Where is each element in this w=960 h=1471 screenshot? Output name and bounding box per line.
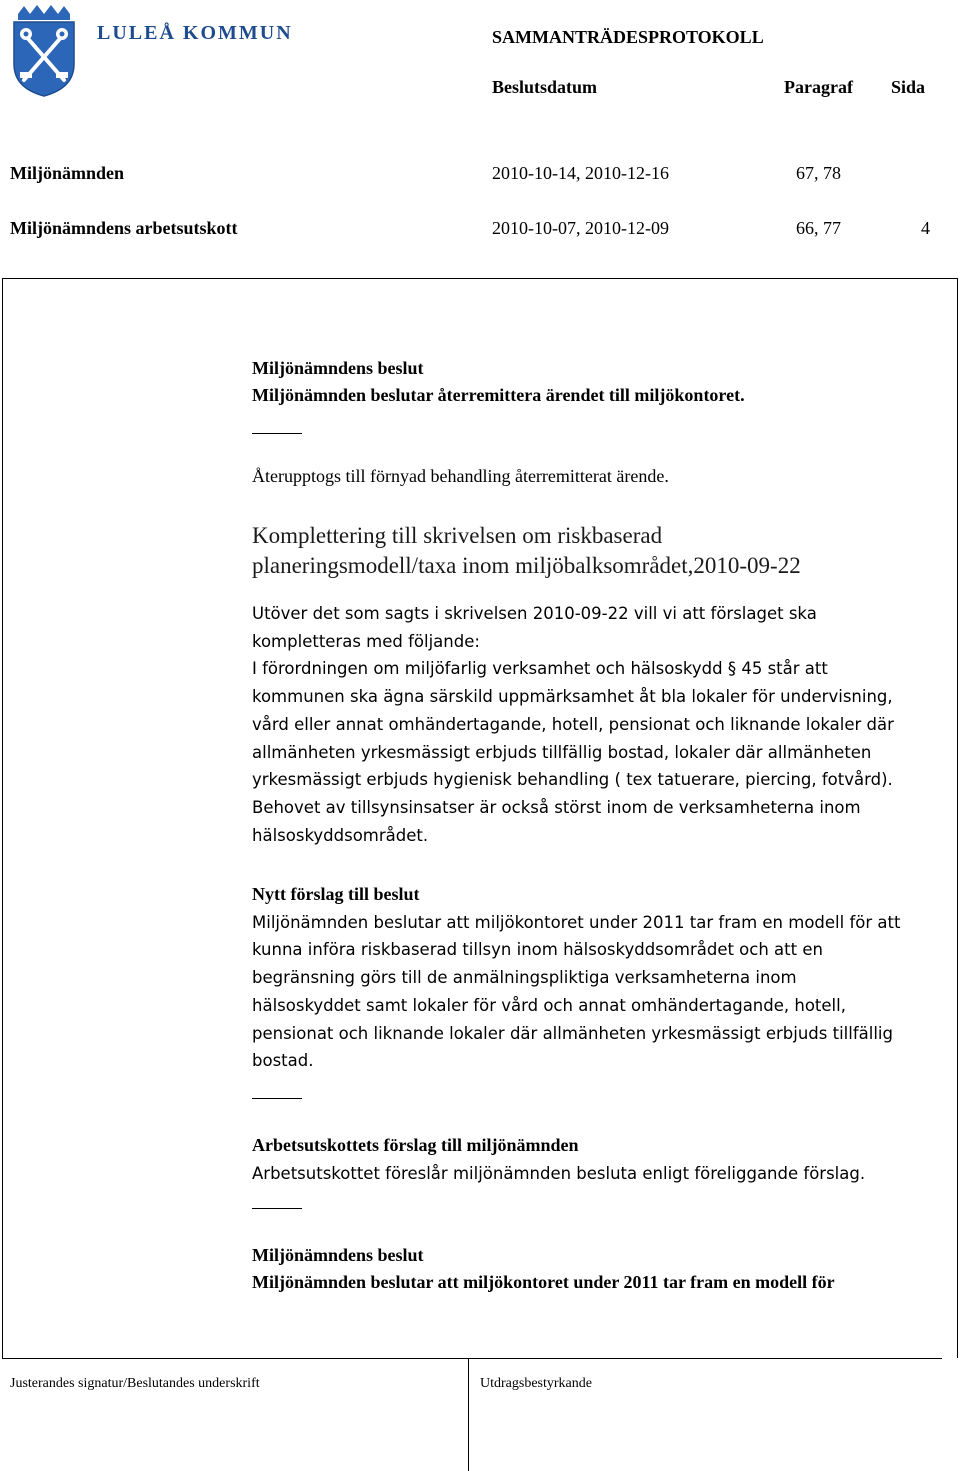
separator-dash [252, 1208, 302, 1209]
column-header-date: Beslutsdatum [492, 77, 598, 97]
frame-bottom-border [2, 1358, 942, 1359]
committee-proposal-block [252, 1132, 957, 1187]
frame-left-border [2, 278, 3, 1358]
org-name: LULEÅ KOMMUN [97, 22, 293, 44]
section-heading: Miljönämndens beslut [252, 358, 424, 378]
decision-block [252, 355, 957, 409]
paragraph-line: Utöver det som sagts i skrivelsen 2010-09-22 vill vi att förslaget ska [252, 604, 817, 623]
document-title [252, 521, 957, 581]
decision-text: Miljönämnden beslutar återremittera ärendet till miljökontoret. [252, 385, 745, 405]
paragraph-line: pensionat och liknande lokaler där allmänheten yrkesmässigt erbjuds tillfällig [252, 1023, 893, 1043]
meta-decision-dates: 2010-10-14, 2010-12-16 [492, 163, 669, 183]
paragraph-line: allmänheten yrkesmässigt erbjuds tillfällig bostad, lokaler där allmänheten [252, 742, 872, 762]
title-line: planeringsmodell/taxa inom miljöbalksområdet,2010-09-22 [252, 553, 801, 578]
paragraph-line: kunna införa riskbaserad tillsyn inom hälsoskyddsområdet och att en [252, 940, 823, 960]
proposal-block [252, 881, 957, 1075]
frame-top-border [2, 278, 958, 279]
paragraph-line: hälsoskyddsområdet. [252, 825, 429, 845]
paragraph-line: bostad. [252, 1051, 314, 1071]
decision-block [252, 1242, 957, 1296]
meta-committee-name: Miljönämndens arbetsutskott [10, 218, 238, 238]
paragraph-line: Arbetsutskottet föreslår miljönämnden besluta enligt föreliggande förslag. [252, 1163, 866, 1183]
paragraph-line: hälsoskyddet samt lokaler för vård och annat omhändertagande, hotell, [252, 995, 846, 1015]
resumed-note: Återupptogs till förnyad behandling återremitterat ärende. [252, 466, 669, 486]
frame-right-border [957, 278, 958, 1358]
page-number: 4 [921, 218, 930, 238]
meta-paragraphs: 66, 77 [796, 218, 841, 238]
paragraph-line: vård eller annat omhändertagande, hotell, pensionat och liknande lokaler där [252, 714, 894, 734]
paragraph-line: begränsning görs till de anmälningspliktiga verksamheterna inom [252, 968, 797, 988]
paragraph-line: I förordningen om miljöfarlig verksamhet och hälsoskydd § 45 står att [252, 659, 828, 679]
title-line: Komplettering till skrivelsen om riskbaserad [252, 523, 663, 548]
meta-committee-name: Miljönämnden [10, 163, 125, 183]
column-header-page: Sida [891, 77, 926, 97]
separator-dash [252, 433, 302, 434]
supplement-paragraph [252, 600, 957, 849]
meta-decision-dates: 2010-10-07, 2010-12-09 [492, 218, 669, 238]
meta-paragraphs: 67, 78 [796, 163, 841, 183]
signature-divider [468, 1358, 469, 1471]
signature-label: Justerandes signatur/Beslutandes underskrift [10, 1376, 260, 1391]
paragraph-line: kommunen ska ägna särskild uppmärksamhet åt bla lokaler för undervisning, [252, 687, 893, 707]
paragraph-line: Miljönämnden beslutar att miljökontoret under 2011 tar fram en modell för att [252, 912, 901, 932]
separator-dash [252, 1098, 302, 1099]
section-heading: Arbetsutskottets förslag till miljönämnden [252, 1135, 579, 1155]
section-heading: Nytt förslag till beslut [252, 884, 420, 904]
lulea-coat-of-arms-icon [10, 4, 78, 98]
paragraph-line: Behovet av tillsynsinsatser är också störst inom de verksamheterna inom [252, 797, 861, 817]
column-header-paragraph: Paragraf [784, 77, 853, 97]
decision-text: Miljönämnden beslutar att miljökontoret under 2011 tar fram en modell för [252, 1272, 835, 1292]
document-type: SAMMANTRÄDESPROTOKOLL [492, 27, 764, 47]
section-heading: Miljönämndens beslut [252, 1245, 424, 1265]
certification-label: Utdragsbestyrkande [480, 1376, 592, 1391]
paragraph-line: kompletteras med följande: [252, 631, 480, 651]
paragraph-line: yrkesmässigt erbjuds hygienisk behandling ( tex tatuerare, piercing, fotvård). [252, 770, 893, 790]
